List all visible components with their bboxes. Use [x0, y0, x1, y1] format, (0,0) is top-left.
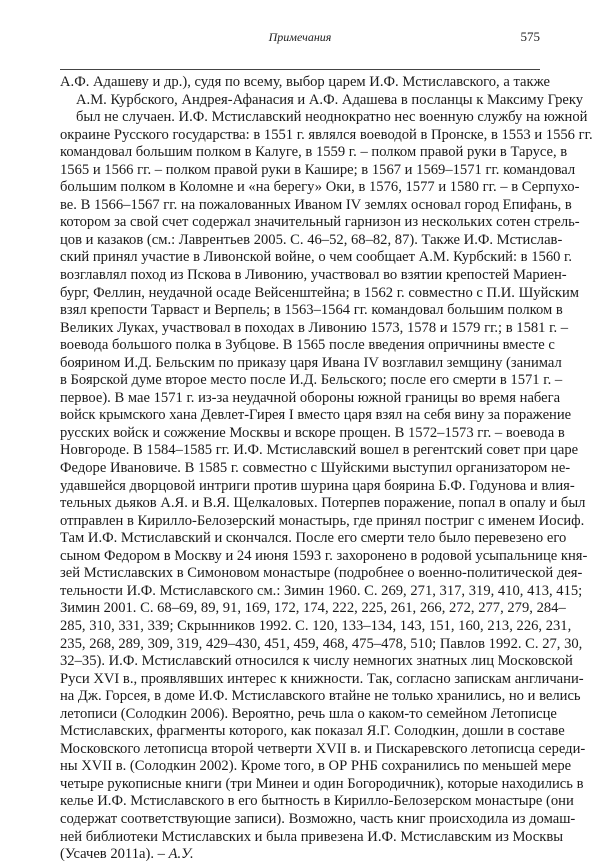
text-line: содержат соответствующие записи). Возможно, часть книг происходила из домаш-: [60, 810, 576, 827]
text-line: был не случаен. И.Ф. Мстиславский неоднократно нес военную службу на южной: [76, 109, 588, 126]
text-line: в Боярской думе второе место после И.Д. Бельского; после его смерти в 1571 г. –: [60, 372, 563, 389]
note-text: [60, 74, 593, 864]
text-line: тельности И.Ф. Мстиславского см.: Зимин 1960. С. 269, 271, 317, 319, 410, 413, 415;: [60, 582, 583, 599]
text-line: тельных дьяков А.Я. и В.Я. Щелкаловых. Потерпев поражение, попал в опалу и был: [60, 495, 586, 512]
text-line: Руси XVI в., проявлявших интерес к книжности. Так, согласно запискам англичани-: [60, 670, 584, 687]
text-line: сыном Федором в Москву и 24 июня 1593 г. захоронено в родовой усыпальнице кня-: [60, 547, 588, 564]
text-line: боярином И.Д. Бельским по приказу царя Ивана IV возглавил земщину (занимал: [60, 354, 562, 371]
text-line: 285, 310, 331, 339; Скрынников 1992. С. 120, 133–134, 143, 151, 160, 213, 226, 231,: [60, 617, 572, 634]
running-title: Примечания: [268, 30, 332, 44]
author-initials: А.У.: [168, 846, 194, 863]
text-line: на Дж. Горсея, в доме И.Ф. Мстиславского втайне не только хранились, но и велись: [60, 688, 581, 705]
text-line: Там И.Ф. Мстиславский и скончался. После его смерти тело было перевезено его: [60, 530, 567, 547]
text-line: четыре рукописные книги (три Минеи и один Богородичник), которые находились в: [60, 775, 584, 792]
text-line: 235, 268, 289, 309, 319, 429–430, 451, 459, 468, 475–478, 510; Павлов 1992. С. 27, 30,: [60, 635, 583, 652]
text-line: Московского летописца второй четверти XVII в. и Пискаревского летописца середи-: [60, 740, 586, 757]
text-line: войск крымского хана Девлет-Гирея I вместо царя взял на себя вину за поражение: [60, 407, 572, 424]
text-line: А.Ф. Адашеву и др.), судя по всему, выбор царем И.Ф. Мстиславского, а также: [60, 74, 550, 90]
text-line: ны XVII в. (Солодкин 2002). Кроме того, в ОР РНБ сохранились по меньшей мере: [60, 758, 572, 775]
text-line: ве. В 1566–1567 гг. на пожалованных Иваном IV землях основал город Епифань, в: [60, 196, 572, 213]
text-line: А.М. Курбского, Андрея-Афанасия и А.Ф. Адашева в посланцы к Максиму Греку: [76, 91, 584, 108]
text-line: 1565 и 1566 гг. – полком правой руки в Кашире; в 1567 и 1569–1571 гг. командовал: [60, 161, 576, 178]
running-header: [60, 26, 540, 46]
text-line-last: [60, 846, 540, 864]
text-line: Мстиславских, фрагменты которого, как показал Я.Г. Солодкин, дошли в составе: [60, 723, 565, 740]
text-line: командовал большим полком в Калуге, в 1559 г. – полком правой руки в Тарусе, в: [60, 144, 568, 161]
text-line: удавшейся дворцовой интриги против шурина царя боярина Б.Ф. Годунова и влия-: [60, 477, 575, 494]
text-line: Великих Луках, участвовал в походах в Ливонию 1573, 1578 и 1579 гг.; в 1581 г. –: [60, 319, 569, 336]
header-rule: [60, 69, 540, 70]
text-line: Зимин 2001. С. 68–69, 89, 91, 169, 172, 174, 222, 225, 261, 266, 272, 277, 279, 284–: [60, 600, 566, 617]
text-line: 32–35). И.Ф. Мстиславский относился к числу немногих знатных лиц Московской: [60, 653, 573, 670]
text-line: келье И.Ф. Мстиславского в его бытность в Кирилло-Белозерском монастыре (они: [60, 793, 574, 810]
text-line-end: (Усачев 2011а). –: [60, 846, 169, 863]
text-line: ский принял участие в Ливонской войне, о чем сообщает А.М. Курбский: в 1560 г.: [60, 249, 573, 266]
text-line: окраине Русского государства: в 1551 г. являлся воеводой в Пронске, в 1553 и 1556 гг.: [60, 126, 593, 143]
page-number: 575: [520, 29, 540, 44]
text-line: котором за свой счет содержал значительный гарнизон из нескольких сотен стрель-: [60, 214, 580, 231]
text-line: Федоре Ивановиче. В 1585 г. совместно с Шуйскими выступил организатором не-: [60, 460, 571, 477]
text-line: возглавлял поход из Пскова в Ливонию, участвовал во взятии крепостей Мариен-: [60, 267, 567, 284]
text-line: воевода большого полка в Зубцове. В 1565 после введения опричнины вместе с: [60, 337, 555, 354]
text-line: ней библиотеки Мстиславских и была привезена И.Ф. Мстиславским из Москвы: [60, 828, 564, 845]
text-line: летописи (Солодкин 2006). Вероятно, речь шла о каком-то семейном Летописце: [60, 705, 557, 722]
text-line: Новгороде. В 1584–1585 гг. И.Ф. Мстиславский вошел в регентский совет при царе: [60, 442, 579, 459]
text-line: русских войск и сожжение Москвы и вскоре прощен. В 1572–1573 гг. – воевода в: [60, 424, 565, 441]
text-line: большим полком в Коломне и «на берегу» Оки, в 1576, 1577 и 1580 гг. – в Серпухо-: [60, 179, 580, 196]
text-line: цов и казаков (см.: Лаврентьев 2005. С. 46–52, 68–82, 87). Также И.Ф. Мстислав-: [60, 231, 563, 248]
text-line: бург, Феллин, неудачной осаде Вейсенштейна; в 1562 г. совместно с П.И. Шуйским: [60, 284, 580, 301]
text-line: взял крепости Тарваст и Верпель; в 1563–1564 гг. командовал большим полком в: [60, 302, 563, 319]
text-line: первое). В мае 1571 г. из-за неудачной обороны южной границы во время набега: [60, 389, 561, 406]
text-line: отправлен в Кирилло-Белозерский монастырь, где принял постриг с именем Иосиф.: [60, 512, 585, 529]
text-line: зей Мстиславских в Симоновом монастыре (подробнее о военно-политической дея-: [60, 565, 583, 582]
